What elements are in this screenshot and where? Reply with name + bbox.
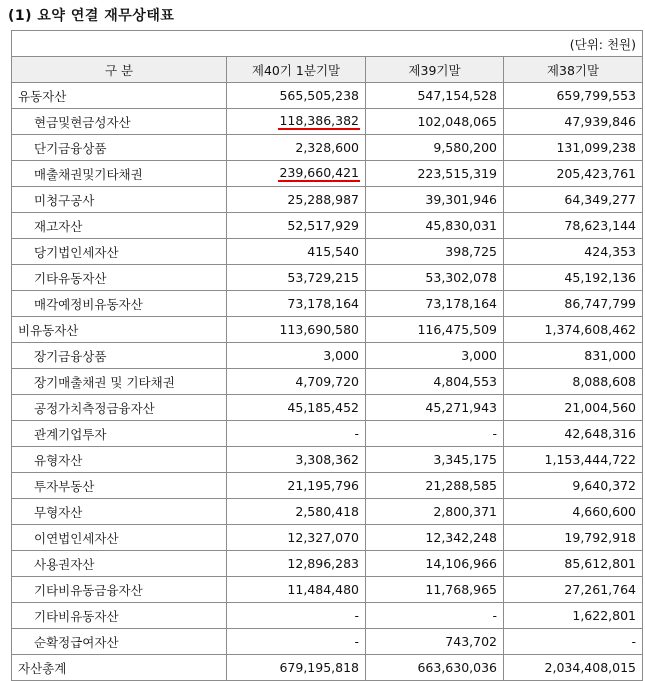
row-value: 45,830,031	[366, 213, 504, 239]
row-value: 21,288,585	[366, 473, 504, 499]
row-value: 2,034,408,015	[504, 655, 643, 681]
row-label: 자산총계	[12, 655, 227, 681]
row-value: 21,004,560	[504, 395, 643, 421]
row-value: 9,580,200	[366, 135, 504, 161]
row-value: 2,580,418	[227, 499, 366, 525]
row-label: 공정가치측정금융자산	[12, 395, 227, 421]
row-value	[227, 109, 366, 135]
row-value: 113,690,580	[227, 317, 366, 343]
row-value: -	[366, 421, 504, 447]
row-value: 1,622,801	[504, 603, 643, 629]
row-value: 47,939,846	[504, 109, 643, 135]
row-value: 73,178,164	[227, 291, 366, 317]
table-row	[12, 239, 643, 265]
table-row	[12, 109, 643, 135]
table-row	[12, 265, 643, 291]
table-row	[12, 369, 643, 395]
row-label: 미청구공사	[12, 187, 227, 213]
row-value: 679,195,818	[227, 655, 366, 681]
row-label: 유동자산	[12, 83, 227, 109]
row-value: 9,640,372	[504, 473, 643, 499]
row-value: 53,302,078	[366, 265, 504, 291]
row-value: 12,327,070	[227, 525, 366, 551]
row-value: -	[227, 603, 366, 629]
table-body	[12, 31, 643, 681]
row-value: 45,192,136	[504, 265, 643, 291]
row-label: 사용권자산	[12, 551, 227, 577]
table-row	[12, 317, 643, 343]
header-row	[12, 57, 643, 83]
row-value: 11,484,480	[227, 577, 366, 603]
table-row	[12, 603, 643, 629]
row-value: 659,799,553	[504, 83, 643, 109]
row-value: 39,301,946	[366, 187, 504, 213]
row-label: 기타비유동자산	[12, 603, 227, 629]
table-row	[12, 161, 643, 187]
row-value: 42,648,316	[504, 421, 643, 447]
row-value: 73,178,164	[366, 291, 504, 317]
table-row	[12, 213, 643, 239]
header-period-38: 제38기말	[504, 57, 643, 83]
table-row	[12, 395, 643, 421]
row-label: 기타비유동금융자산	[12, 577, 227, 603]
row-value: 25,288,987	[227, 187, 366, 213]
row-label: 기타유동자산	[12, 265, 227, 291]
row-value: 3,000	[227, 343, 366, 369]
table-row	[12, 499, 643, 525]
row-value: 415,540	[227, 239, 366, 265]
table-row	[12, 473, 643, 499]
row-value: 2,328,600	[227, 135, 366, 161]
row-value: 52,517,929	[227, 213, 366, 239]
table-row	[12, 187, 643, 213]
row-value: 547,154,528	[366, 83, 504, 109]
table-row	[12, 135, 643, 161]
table-row	[12, 421, 643, 447]
row-value: -	[227, 629, 366, 655]
table-row	[12, 83, 643, 109]
row-value: 424,353	[504, 239, 643, 265]
row-value: 45,185,452	[227, 395, 366, 421]
row-value: 86,747,799	[504, 291, 643, 317]
row-value: 3,345,175	[366, 447, 504, 473]
row-value	[227, 161, 366, 187]
row-value: 131,099,238	[504, 135, 643, 161]
row-label: 장기금융상품	[12, 343, 227, 369]
row-label: 무형자산	[12, 499, 227, 525]
row-value: 4,660,600	[504, 499, 643, 525]
row-value: 3,000	[366, 343, 504, 369]
table-row	[12, 291, 643, 317]
row-value: 565,505,238	[227, 83, 366, 109]
row-label: 순확정급여자산	[12, 629, 227, 655]
row-value: 223,515,319	[366, 161, 504, 187]
table-row	[12, 343, 643, 369]
unit-row	[12, 31, 643, 57]
row-value: 27,261,764	[504, 577, 643, 603]
row-label: 재고자산	[12, 213, 227, 239]
row-value: 4,709,720	[227, 369, 366, 395]
row-value: 1,153,444,722	[504, 447, 643, 473]
table-row	[12, 655, 643, 681]
table-row	[12, 629, 643, 655]
row-value: 116,475,509	[366, 317, 504, 343]
row-value: 663,630,036	[366, 655, 504, 681]
table-row	[12, 551, 643, 577]
row-label: 장기매출채권 및 기타채권	[12, 369, 227, 395]
row-value: 21,195,796	[227, 473, 366, 499]
row-value: 8,088,608	[504, 369, 643, 395]
row-value: -	[366, 603, 504, 629]
row-value: 19,792,918	[504, 525, 643, 551]
highlighted-value: 118,386,382	[279, 113, 359, 128]
row-label: 매각예정비유동자산	[12, 291, 227, 317]
row-value: -	[227, 421, 366, 447]
row-value: 1,374,608,462	[504, 317, 643, 343]
row-value: 102,048,065	[366, 109, 504, 135]
header-category: 구 분	[12, 57, 227, 83]
row-value: 743,702	[366, 629, 504, 655]
row-value: 53,729,215	[227, 265, 366, 291]
row-value: 78,623,144	[504, 213, 643, 239]
row-value: 85,612,801	[504, 551, 643, 577]
row-value: -	[504, 629, 643, 655]
unit-label: (단위: 천원)	[12, 31, 643, 57]
row-value: 831,000	[504, 343, 643, 369]
row-value: 12,896,283	[227, 551, 366, 577]
row-value: 3,308,362	[227, 447, 366, 473]
row-value: 45,271,943	[366, 395, 504, 421]
table-row	[12, 577, 643, 603]
row-label: 투자부동산	[12, 473, 227, 499]
section-title: (1) 요약 연결 재무상태표	[8, 8, 175, 24]
table-row	[12, 525, 643, 551]
row-value: 205,423,761	[504, 161, 643, 187]
row-value: 64,349,277	[504, 187, 643, 213]
row-label: 현금및현금성자산	[12, 109, 227, 135]
row-label: 당기법인세자산	[12, 239, 227, 265]
row-label: 유형자산	[12, 447, 227, 473]
row-value: 12,342,248	[366, 525, 504, 551]
table-row	[12, 447, 643, 473]
row-label: 매출채권및기타채권	[12, 161, 227, 187]
row-value: 398,725	[366, 239, 504, 265]
row-value: 4,804,553	[366, 369, 504, 395]
header-period-39: 제39기말	[366, 57, 504, 83]
highlighted-value: 239,660,421	[279, 165, 359, 180]
row-value: 2,800,371	[366, 499, 504, 525]
row-label: 단기금융상품	[12, 135, 227, 161]
row-value: 11,768,965	[366, 577, 504, 603]
balance-sheet-table	[11, 30, 643, 681]
row-label: 비유동자산	[12, 317, 227, 343]
row-label: 이연법인세자산	[12, 525, 227, 551]
row-label: 관계기업투자	[12, 421, 227, 447]
header-period-40q1: 제40기 1분기말	[227, 57, 366, 83]
row-value: 14,106,966	[366, 551, 504, 577]
